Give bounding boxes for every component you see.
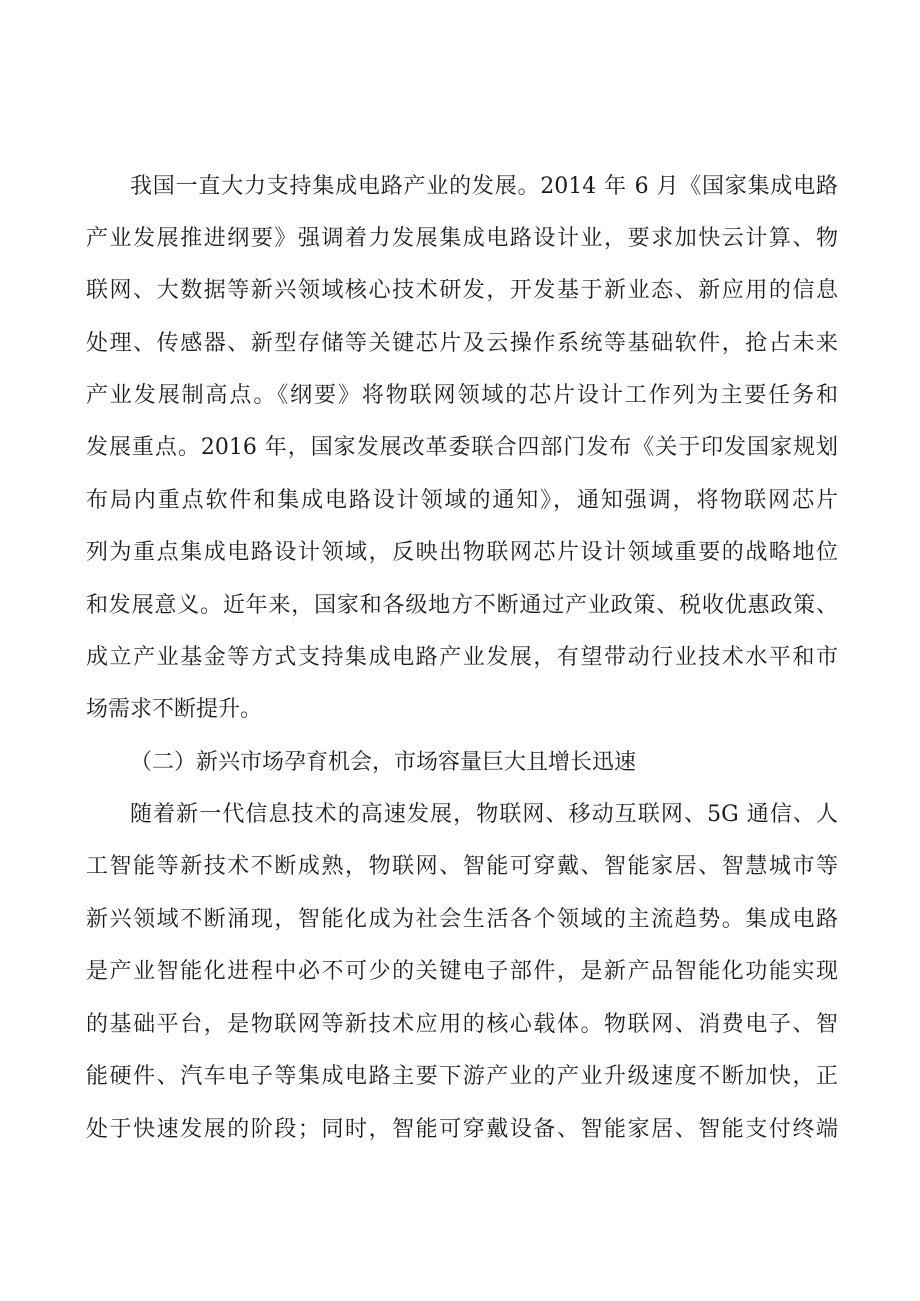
paragraph-line: 工智能等新技术不断成熟，物联网、智能可穿戴、智能家居、智慧城市等 (86, 854, 838, 879)
paragraph-line: 新兴领域不断涌现，智能化成为社会生活各个领域的主流趋势。集成电路 (86, 907, 838, 932)
paragraph-line: 产业发展制高点。《纲要》将物联网领域的芯片设计工作列为主要任务和 (86, 383, 838, 408)
paragraph-line: 和发展意义。近年来，国家和各级地方不断通过产业政策、税收优惠政策、 (86, 593, 838, 618)
section-heading: （二）新兴市场孕育机会，市场容量巨大且增长迅速 (130, 750, 637, 775)
paragraph-line: 列为重点集成电路设计领域，反映出物联网芯片设计领域重要的战略地位 (86, 540, 838, 565)
paragraph-line: 发展重点。2016 年，国家发展改革委联合四部门发布《关于印发国家规划 (86, 435, 838, 460)
paragraph-line: 成立产业基金等方式支持集成电路产业发展，有望带动行业技术水平和市 (86, 645, 838, 670)
paragraph-line: 产业发展推进纲要》强调着力发展集成电路设计业，要求加快云计算、物 (86, 226, 838, 251)
paragraph-line: 处于快速发展的阶段；同时，智能可穿戴设备、智能家居、智能支付终端 (86, 1117, 838, 1142)
paragraph-line: 能硬件、汽车电子等集成电路主要下游产业的产业升级速度不断加快，正 (86, 1064, 838, 1089)
paragraph-line: 的基础平台，是物联网等新技术应用的核心载体。物联网、消费电子、智 (86, 1012, 838, 1037)
paragraph-line: 我国一直大力支持集成电路产业的发展。2014 年 6 月《国家集成电路 (130, 174, 838, 199)
paragraph-line: 场需求不断提升。 (86, 697, 263, 722)
paragraph-line: 随着新一代信息技术的高速发展，物联网、移动互联网、5G 通信、人 (130, 802, 838, 827)
paragraph-line: 联网、大数据等新兴领域核心技术研发，开发基于新业态、新应用的信息 (86, 278, 838, 303)
paragraph-line: 是产业智能化进程中必不可少的关键电子部件，是新产品智能化功能实现 (86, 959, 838, 984)
paragraph-line: 布局内重点软件和集成电路设计领域的通知》，通知强调，将物联网芯片 (86, 488, 838, 513)
paragraph-line: 处理、传感器、新型存储等关键芯片及云操作系统等基础软件，抢占未来 (86, 331, 838, 356)
